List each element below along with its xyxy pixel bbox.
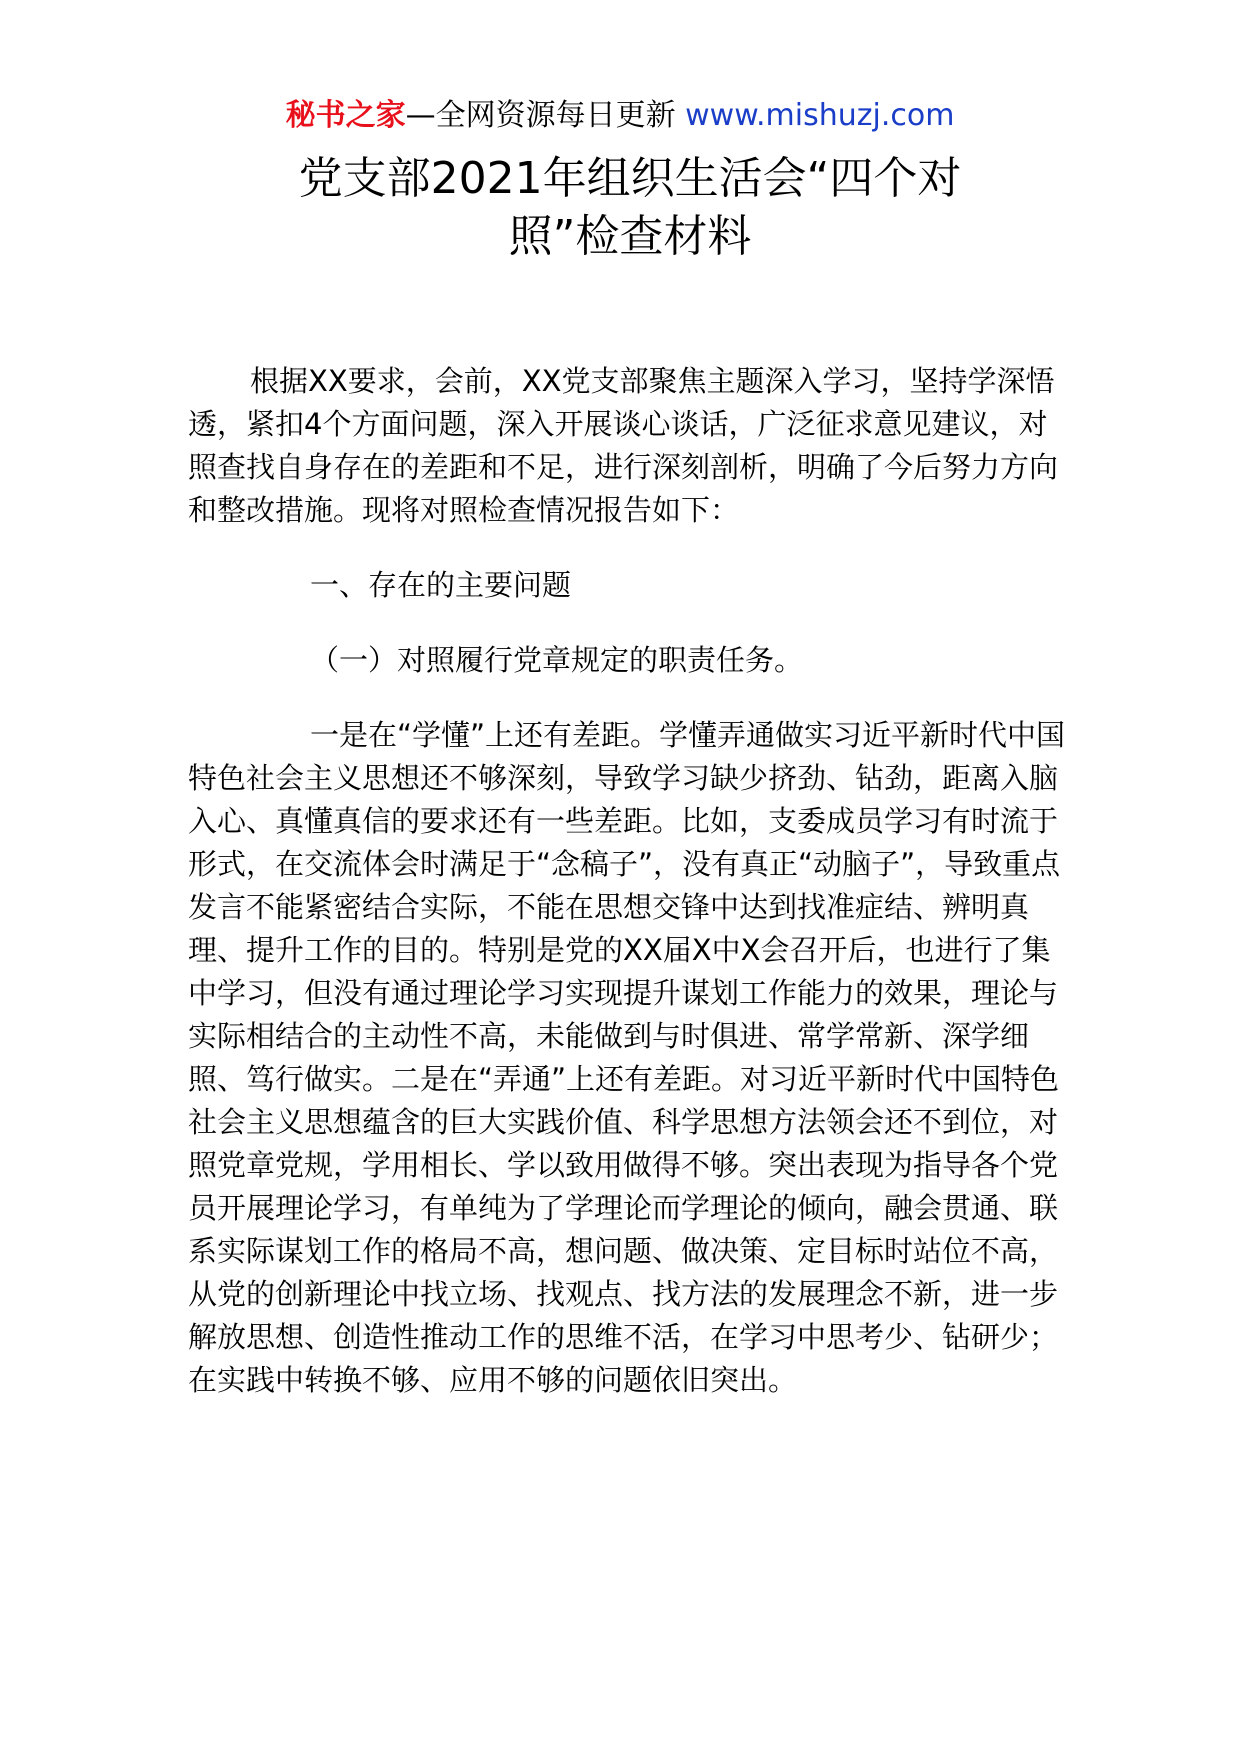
site-url: www.mishuzj.com [685,98,955,133]
subsection-heading: （一）对照履行党章规定的职责任务。 [310,643,804,677]
spacer [188,532,1068,564]
document-body [188,360,1068,1402]
title-line-2: 照”检查材料 [508,211,752,262]
intro-paragraph: 根据XX要求，会前，XX党支部聚焦主题深入学习，坚持学深悟透，紧扣4个方面问题，深入开展谈心谈话，广泛征求意见建议，对照查找自身存在的差距和不足，进行深刻剖析，明确了今后努力方向和整改措施。现将对照检查情况报告如下： [188,364,1059,527]
body-paragraph: 一是在“学懂”上还有差距。学懂弄通做实习近平新时代中国特色社会主义思想还不够深刻，导致学习缺少挤劲、钻劲，距离入脑入心、真懂真信的要求还有一些差距。比如，支委成员学习有时流于形式，在交流体会时满足于“念稿子”，没有真正“动脑子”，导致重点发言不能紧密结合实际，不能在思想交锋中达到找准症结、辨明真理、提升工作的目的。特别是党的XX届X中X会召开后，也进行了集中学习，但没有通过理论学习实现提升谋划工作能力的效果，理论与实际相结合的主动性不高，未能做到与时俱进、常学常新、深学细照、笃行做实。二是在“弄通”上还有差距。对习近平新时代中国特色社会主义思想蕴含的巨大实践价值、科学思想方法领会还不到位，对照党章党规，学用相长、学以致用做得不够。突出表现为指导各个党员开展理论学习，有单纯为了学理论而学理论的倾向，融会贯通、联系实际谋划工作的格局不高，想问题、做决策、定目标时站位不高，从党的创新理论中找立场、找观点、找方法的发展理念不新，进一步解放思想、创造性推动工作的思维不活，在学习中思考少、钻研少；在实践中转换不够、应用不够的问题依旧突出。 [188,718,1066,1397]
watermark-header [0,96,1240,136]
title-line-1: 党支部2021年组织生活会“四个对 [298,153,962,204]
header-slogan: —全网资源每日更新 [405,98,676,133]
brand-name: 秘书之家 [285,98,406,133]
document-title [190,150,1070,266]
spacer [188,682,1068,714]
spacer [188,607,1068,639]
section-heading: 一、存在的主要问题 [310,568,572,602]
